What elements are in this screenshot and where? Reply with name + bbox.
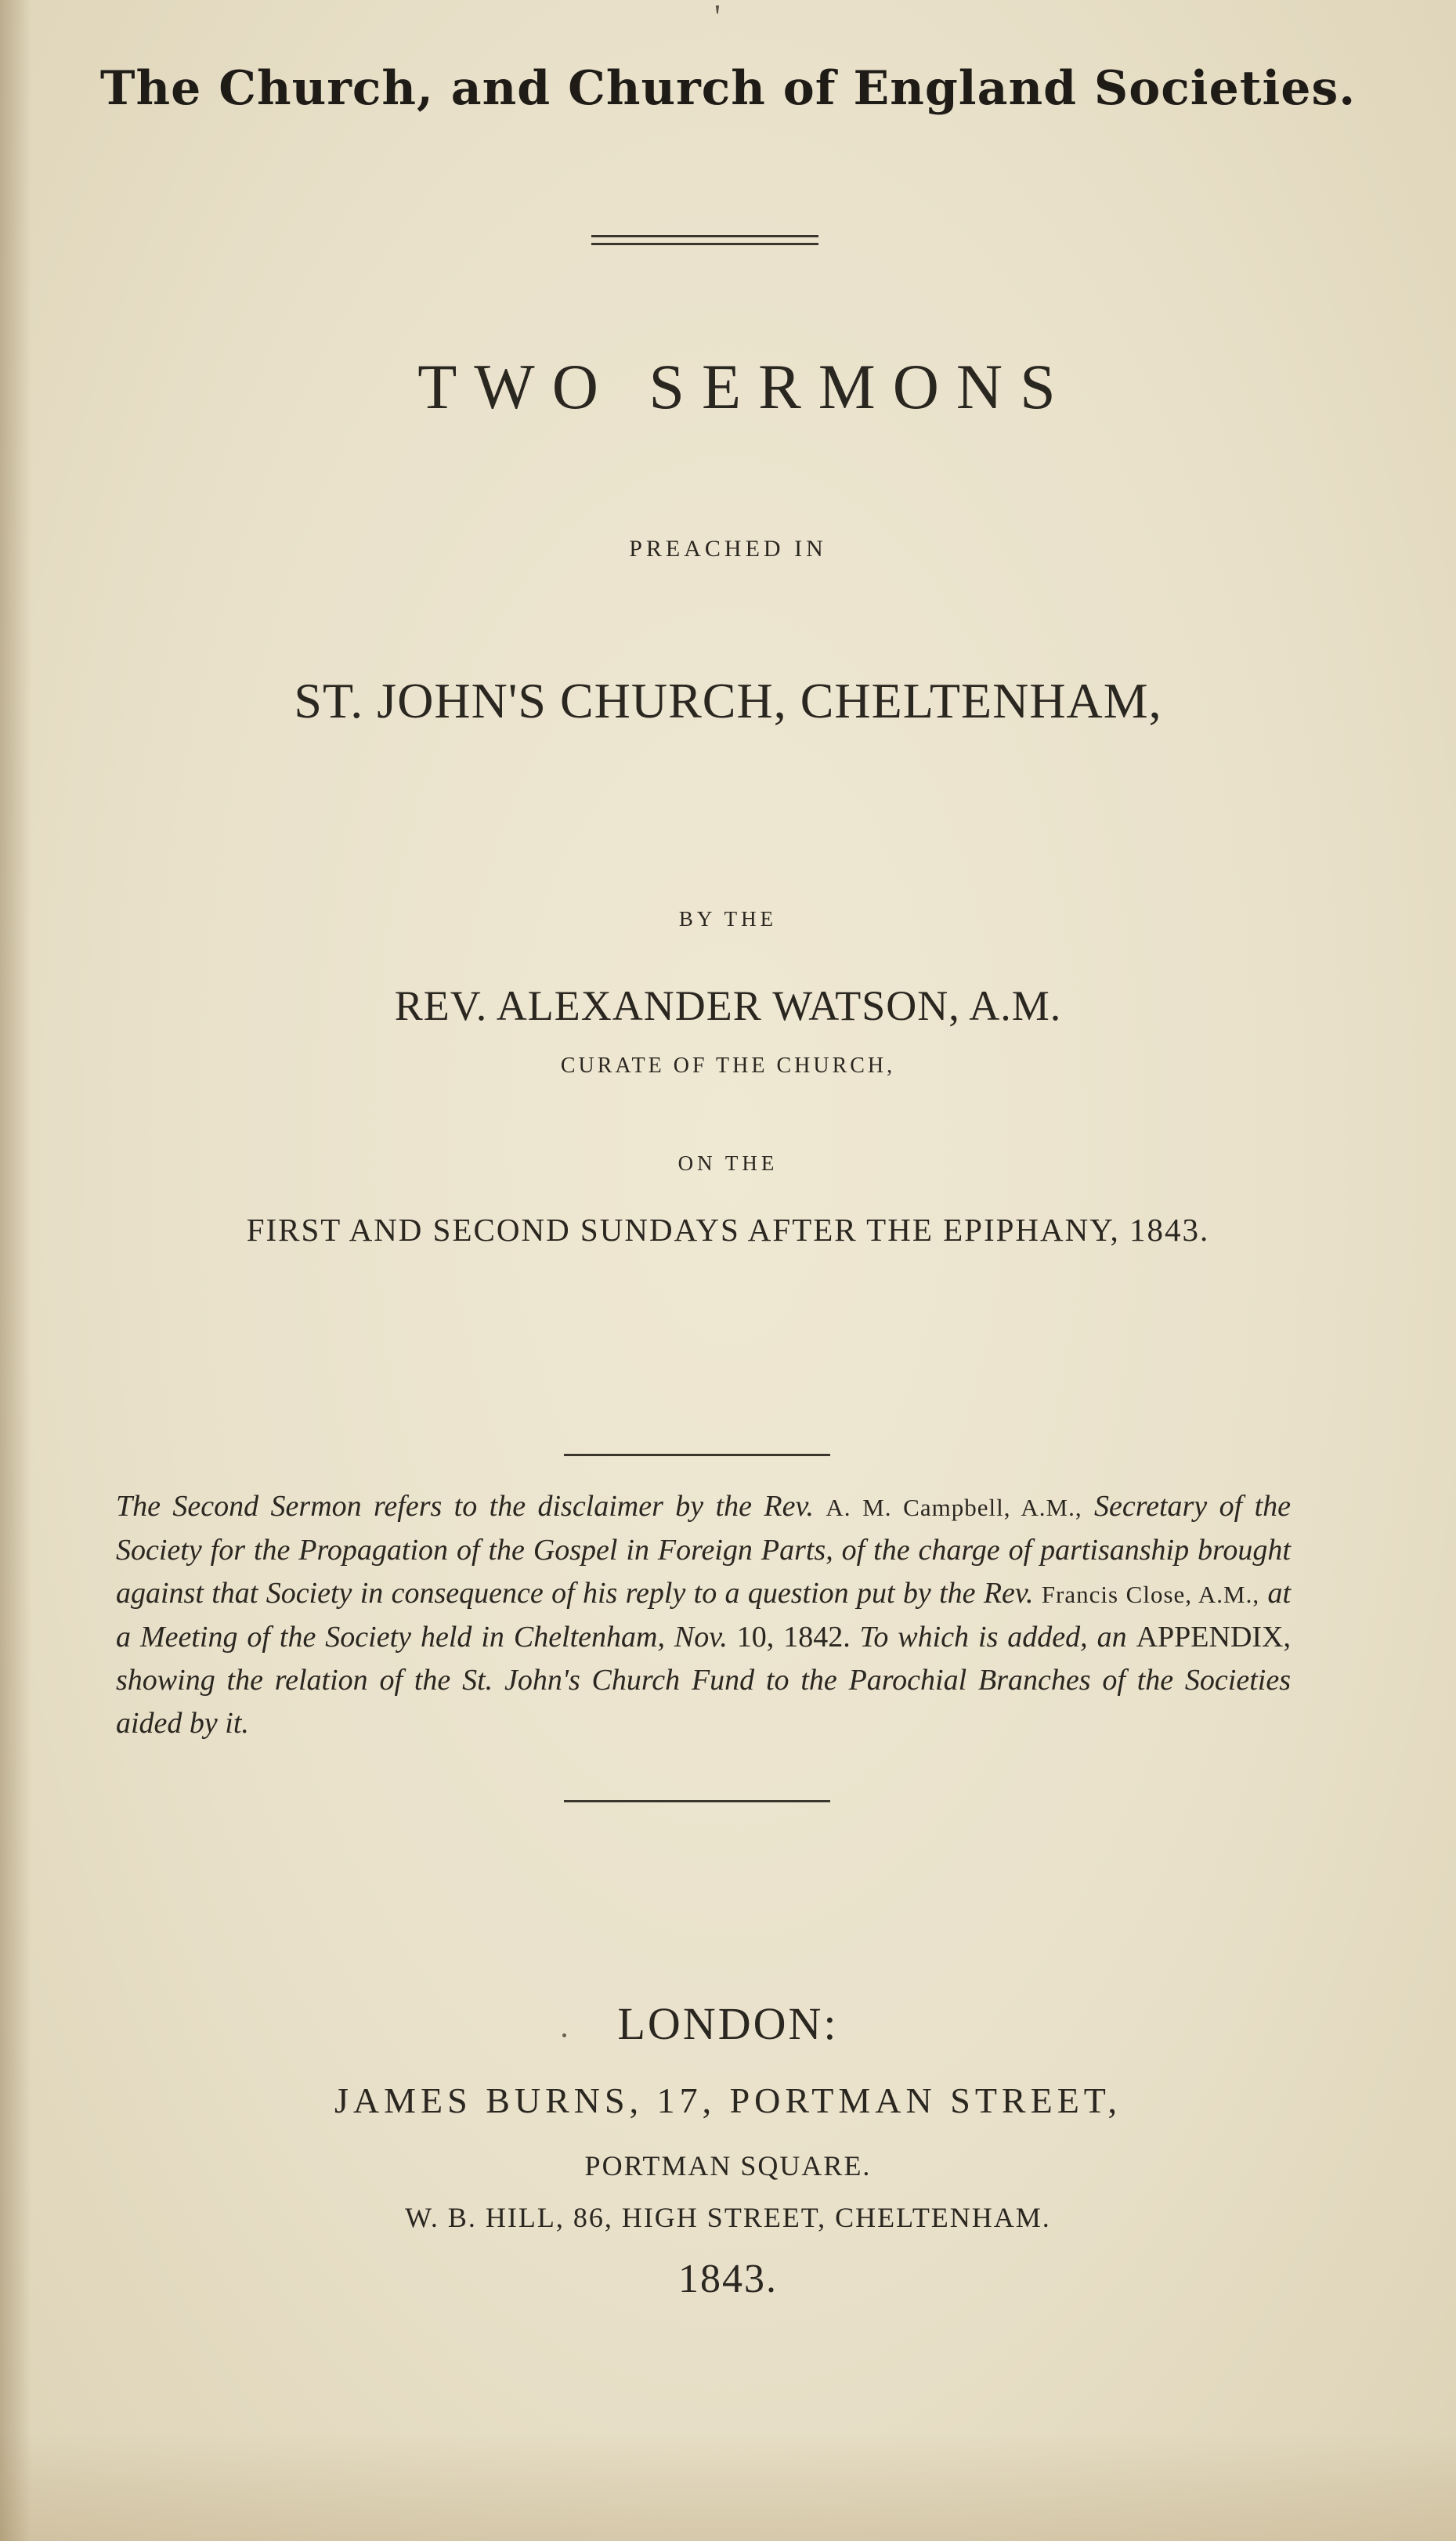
preached-in-line: PREACHED IN <box>629 536 827 562</box>
imprint-second-publisher: W. B. HILL, 86, HIGH STREET, CHELTENHAM. <box>405 2202 1051 2233</box>
imprint-year: 1843. <box>678 2257 778 2301</box>
church-name: ST. JOHN'S CHURCH, CHELTENHAM, <box>294 673 1162 728</box>
imprint-publisher-address: PORTMAN SQUARE. <box>584 2150 872 2181</box>
note-text-4: To which is added, an <box>850 1621 1136 1654</box>
by-the-line: BY THE <box>678 907 778 931</box>
note-text-2: Secretary of the Society for the Propagation of the Gospel in Foreign Parts, of the charge of partisanship brought against that Society in consequence of his reply to a question put by the Rev. <box>116 1490 1291 1610</box>
rule-above-note <box>564 1454 830 1456</box>
note-text-1: The Second Sermon refers to the disclaimer by the Rev. <box>116 1490 826 1523</box>
note-name-close: Francis Close, A.M., <box>1041 1581 1260 1608</box>
paper-stain <box>0 2431 1456 2541</box>
ink-mark: ' <box>714 0 721 36</box>
sermon-note <box>116 1485 1291 1745</box>
imprint-publisher: JAMES BURNS, 17, PORTMAN STREET, <box>334 2080 1122 2120</box>
book-title: TWO SERMONS <box>417 351 1073 422</box>
double-rule-divider <box>591 235 818 246</box>
rule-below-note <box>564 1800 830 1802</box>
note-appendix: APPENDIX, <box>1136 1621 1291 1654</box>
author-name: REV. ALEXANDER WATSON, A.M. <box>394 982 1062 1029</box>
note-text-3: at a Meeting of the Society held in Cheltenham, Nov. <box>116 1577 1292 1654</box>
note-name-campbell: A. M. Campbell, A.M., <box>826 1494 1082 1521</box>
note-text-5: showing the relation of the St. John's Church Fund to the Parochial Branches of the Societies aided by it. <box>116 1664 1291 1740</box>
occasion-line: FIRST AND SECOND SUNDAYS AFTER THE EPIPHANY, 1843. <box>246 1212 1210 1248</box>
note-date: 10, 1842. <box>736 1621 851 1654</box>
on-the-line: ON THE <box>677 1151 779 1175</box>
series-title: The Church, and Church of England Societies. <box>99 61 1357 116</box>
imprint-city: LONDON: <box>617 1998 839 2049</box>
author-role: CURATE OF THE CHURCH, <box>560 1054 896 1078</box>
